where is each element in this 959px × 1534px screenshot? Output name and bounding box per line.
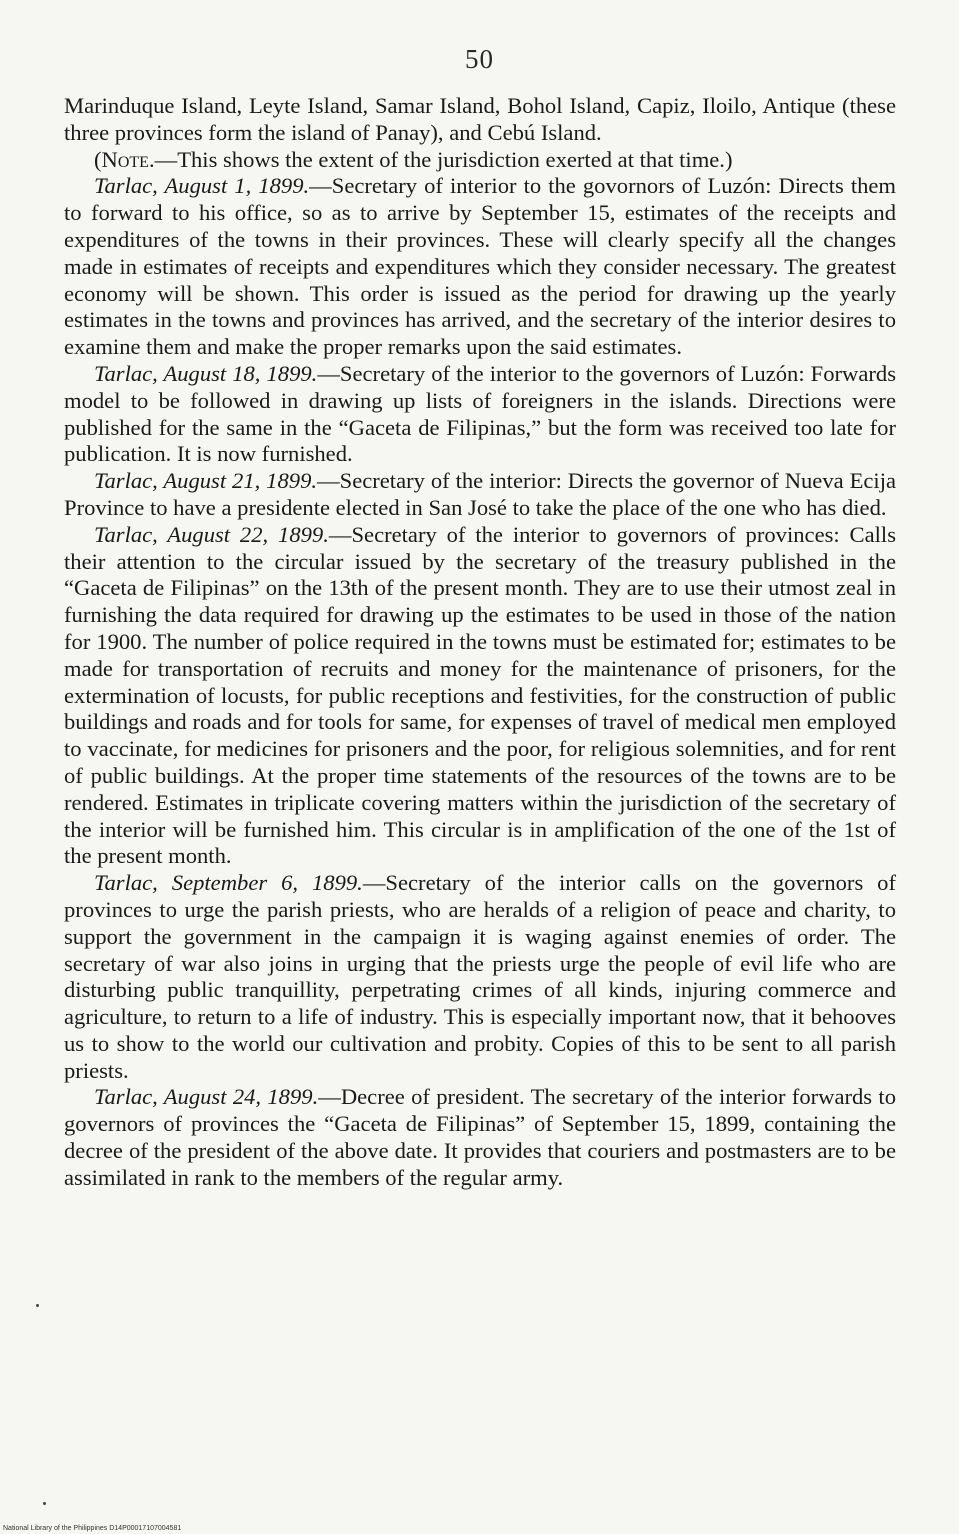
entry-august-21 <box>64 468 896 522</box>
entry-dateline: Tarlac, August 21, 1899. <box>94 468 318 494</box>
paragraph-1-text: Marinduque Island, Leyte Island, Samar Island, Bohol Island, Capiz, Iloilo, Antique (these three provinces form the island of Panay), and Cebú Island. <box>64 93 896 145</box>
entry-august-18 <box>64 361 896 468</box>
paragraph-note <box>64 147 896 174</box>
entry-september-6 <box>64 870 896 1084</box>
entry-august-1 <box>64 173 896 361</box>
entry-dateline: Tarlac, August 1, 1899. <box>94 173 310 199</box>
note-lead: (Note. <box>94 146 155 172</box>
entry-dateline: Tarlac, August 22, 1899. <box>94 521 329 547</box>
entry-text: —Secretary of the interior to the governors of Luzón: Forwards model to be followed in drawing up lists of foreigners in the islands. Directions were published for the same in the “Gaceta de Filipinas,” but the form was received too late for publication. It is now furnished. <box>64 360 896 467</box>
page-number: 50 <box>465 44 494 74</box>
margin-speck <box>43 1502 46 1505</box>
entry-august-24 <box>64 1084 896 1191</box>
entry-text: —Decree of president. The secretary of the interior forwards to governors of provinces the “Gaceta de Filipinas” of September 15, 1899, containing the decree of the president of the above date. It provides that couriers and postmasters are to be assimilated in rank to the members of the regular army. <box>64 1084 896 1190</box>
body-text <box>64 93 896 1192</box>
entry-text: —Secretary of the interior to governors of provinces: Calls their attention to the circular issued by the secretary of the treasury published in the “Gaceta de Filipinas” on the 13th of the present month. They are to use their utmost zeal in furnishing the data required for drawing up the estimates to be used in those of the nation for 1900. The number of police required in the towns must be estimated for; estimates to be made for transportation of recruits and money for the maintenance of prisoners, for the extermination of locusts, for public receptions and festivities, for the construction of public buildings and roads and for tools for same, for expenses of travel of medical men employed to vaccinate, for medicines for prisoners and the poor, for religious solemnities, and for rent of public buildings. At the proper time statements of the resources of the towns are to be rendered. Estimates in triplicate covering matters within the jurisdiction of the secretary of the interior will be furnished him. This circular is in amplification of the one of the 1st of the present month. <box>64 521 896 869</box>
entry-text: —Secretary of interior to the govornors of Luzón: Directs them to forward to his office, so as to arrive by September 15, estimates of the receipts and expenditures of the towns in their provinces. These will clearly specify all the changes made in estimates of receipts and expenditures which they consider necessary. The greatest economy will be shown. This order is issued as the period for drawing up the yearly estimates in the towns and provinces has arrived, and the secretary of the interior desires to examine them and make the proper remarks upon the said estimates. <box>64 173 896 360</box>
scan-footer: National Library of the Philippines D14P00017107004581 <box>3 1525 182 1532</box>
note-text: —This shows the extent of the jurisdiction exerted at that time.) <box>154 146 733 172</box>
entry-dateline: Tarlac, September 6, 1899. <box>94 870 363 896</box>
paragraph-1 <box>64 93 896 147</box>
entry-dateline: Tarlac, August 18, 1899. <box>94 360 318 386</box>
margin-speck <box>36 1304 39 1307</box>
entry-text: —Secretary of the interior calls on the governors of provinces to urge the parish priests, who are heralds of a religion of peace and charity, to support the government in the campaign it is waging against enemies of order. The secretary of war also joins in urging that the priests urge the people of evil life who are disturbing public tranquillity, perpetrating crimes of all kinds, injuring commerce and agriculture, to return to a life of industry. This is especially important now, that it behooves us to show to the world our cultivation and probity. Copies of this to be sent to all parish priests. <box>64 870 897 1083</box>
entry-dateline: Tarlac, August 24, 1899. <box>94 1084 319 1110</box>
entry-august-22 <box>64 522 896 870</box>
entry-text: —Secretary of the interior: Directs the governor of Nueva Ecija Province to have a presidente elected in San José to take the place of the one who has died. <box>64 468 896 520</box>
